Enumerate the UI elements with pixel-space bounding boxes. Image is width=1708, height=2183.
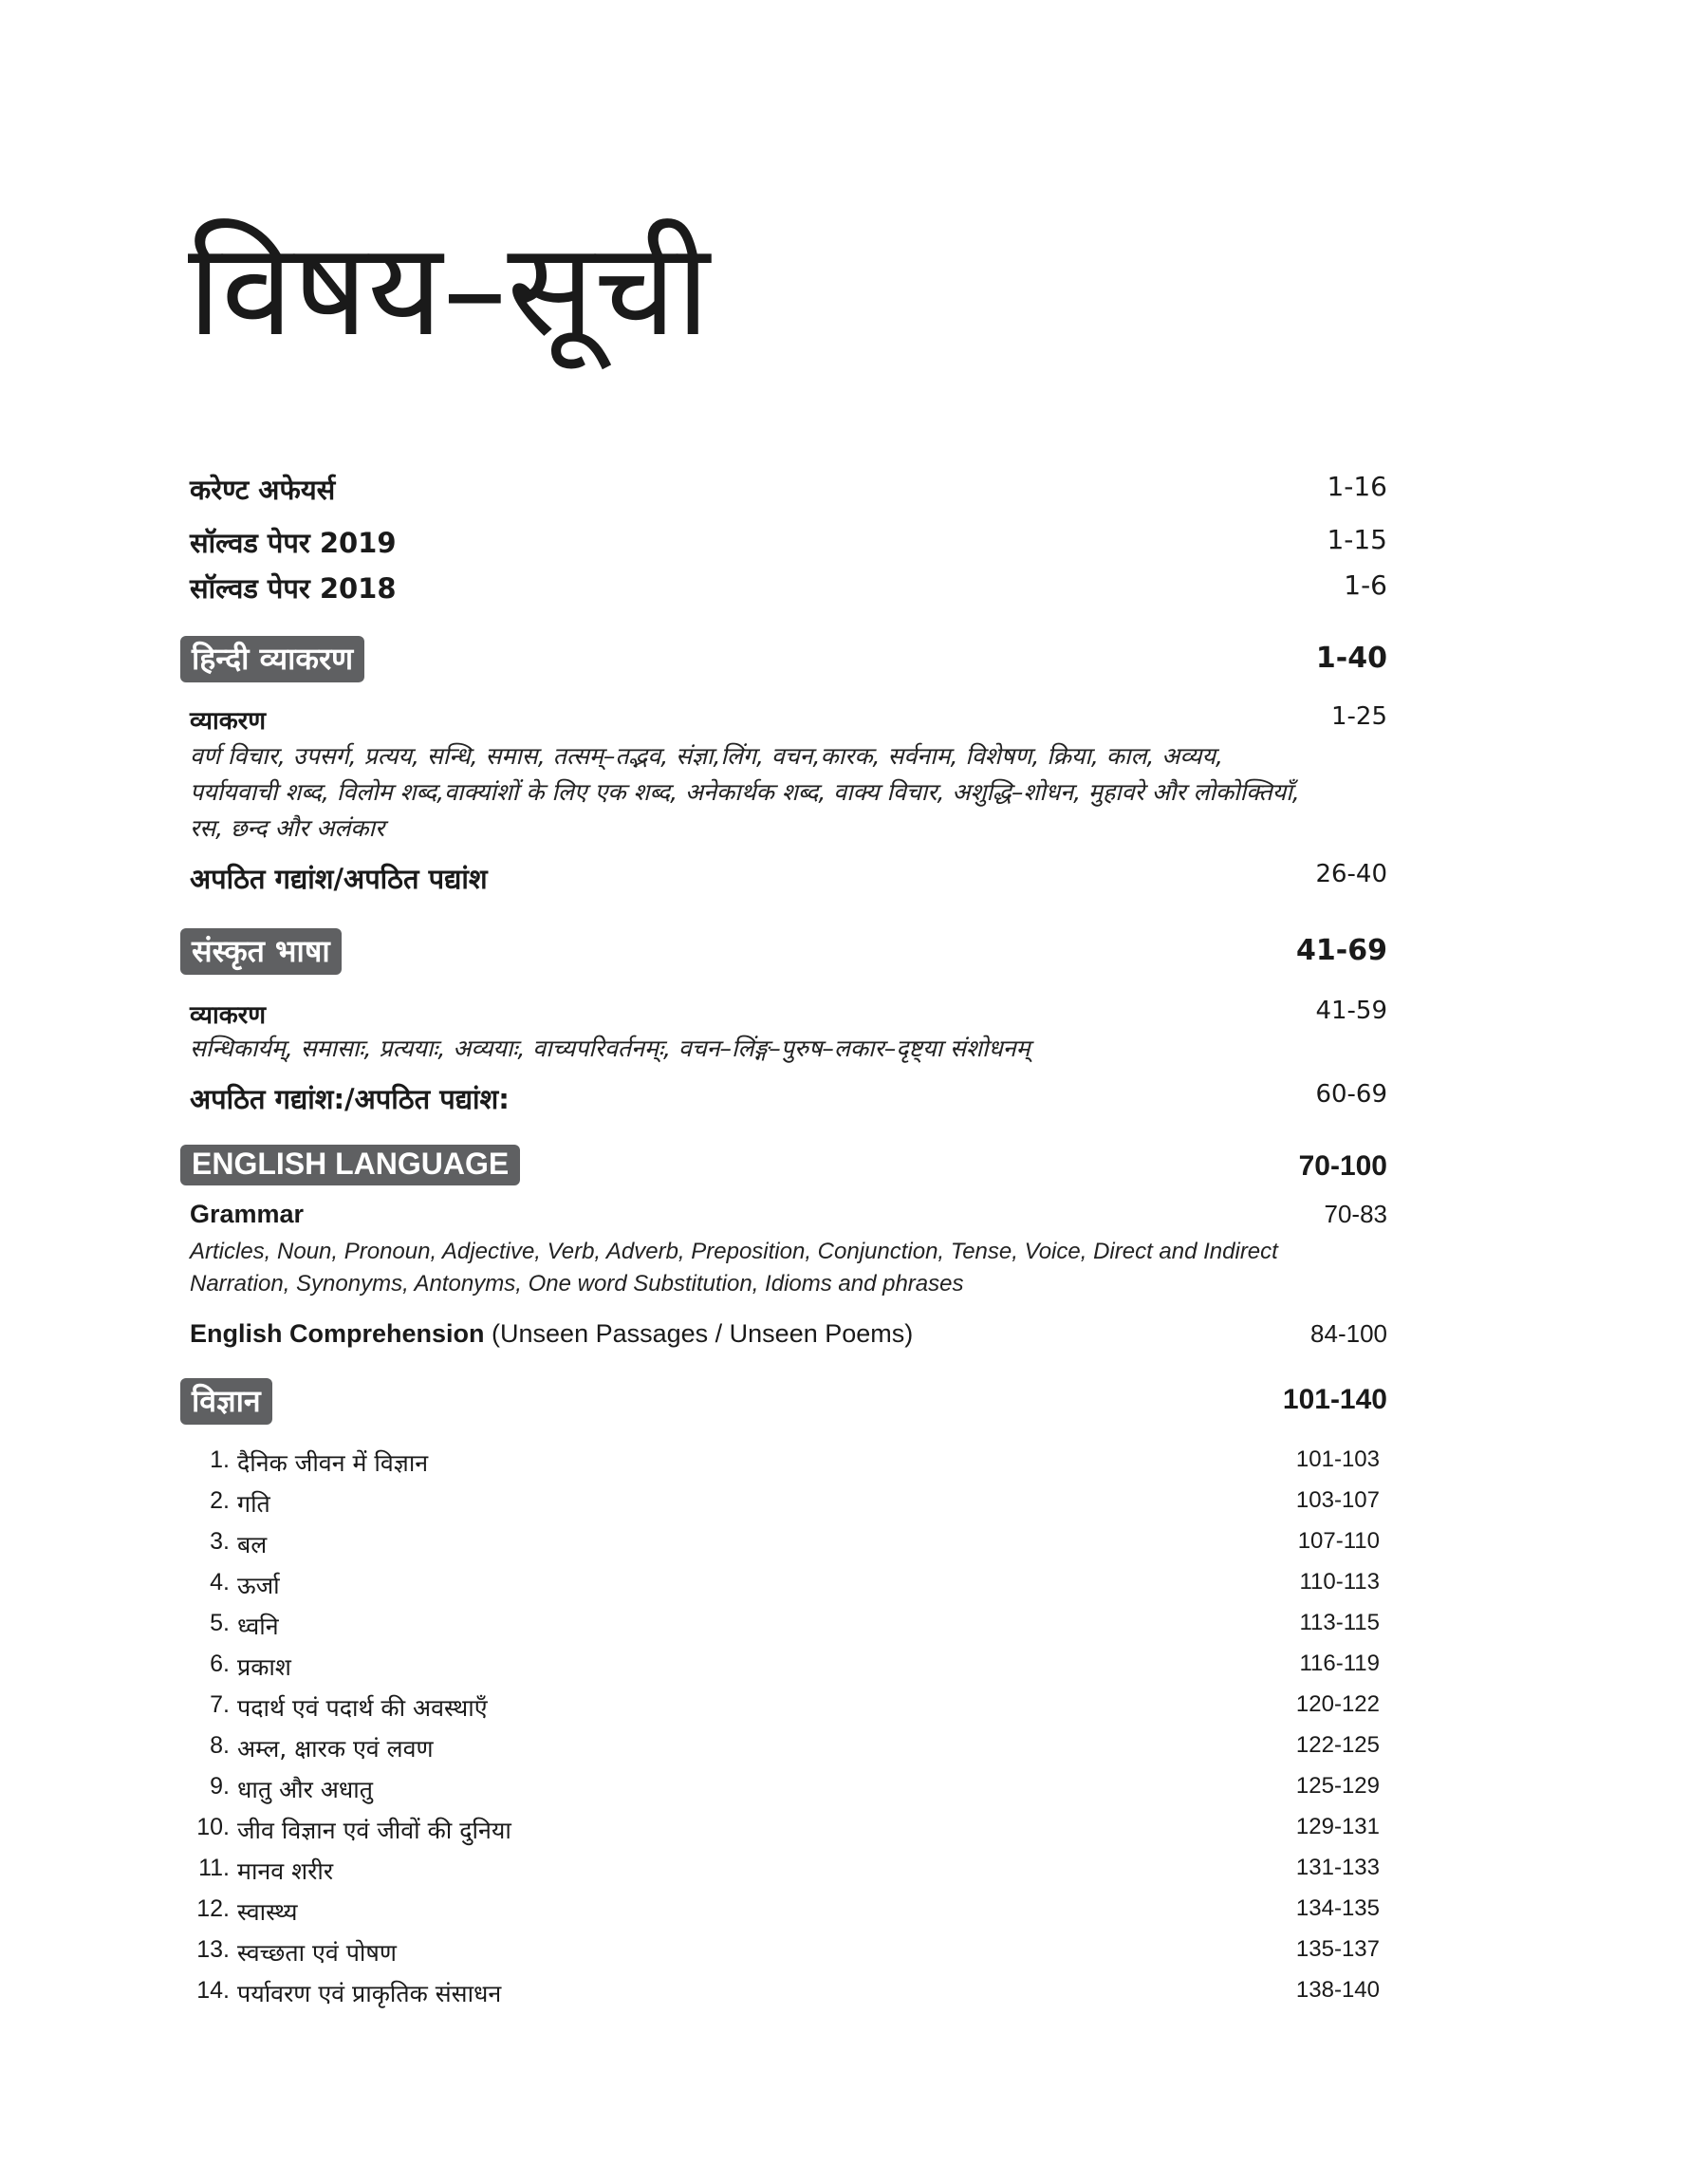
science-item[interactable] xyxy=(199,1528,1387,1566)
section-pages: 70-100 xyxy=(1298,1150,1387,1182)
item-label: धातु और अधातु xyxy=(237,1776,373,1803)
item-pages: 138-140 xyxy=(1295,1977,1380,2003)
section-heading: हिन्दी व्याकरण xyxy=(180,636,364,682)
science-item[interactable] xyxy=(196,1936,1387,1974)
item-label: प्रकाश xyxy=(237,1653,291,1681)
item-label: पदार्थ एवं पदार्थ की अवस्थाएँ xyxy=(237,1694,488,1722)
science-item[interactable] xyxy=(199,1569,1387,1607)
section-hindi-grammar[interactable] xyxy=(180,636,1387,681)
item-number: 3. xyxy=(210,1528,230,1555)
item-number: 5. xyxy=(210,1610,230,1636)
science-item[interactable] xyxy=(199,1446,1387,1484)
science-item[interactable] xyxy=(196,1977,1387,2015)
science-item[interactable] xyxy=(199,1651,1387,1689)
toc-entry-pages: 1-16 xyxy=(1327,471,1387,502)
science-item[interactable] xyxy=(199,1610,1387,1648)
item-pages: 103-107 xyxy=(1295,1487,1380,1513)
toc-entry-label: सॉल्वड पेपर 2019 xyxy=(190,527,397,559)
toc-entry-label: Grammar xyxy=(190,1200,305,1228)
item-pages: 135-137 xyxy=(1295,1936,1380,1962)
item-number: 12. xyxy=(196,1895,230,1922)
science-item[interactable] xyxy=(199,1487,1387,1525)
item-label: गति xyxy=(237,1490,270,1518)
toc-entry-description: वर्ण विचार, उपसर्ग, प्रत्यय, सन्धि, समास, तत्सम्–तद्भव, संज्ञा,लिंग, वचन,कारक, सर्वनाम, विशेषण, क्रिया, काल, अव्यय, पर्यायवाची शब्द, विलोम शब्द,वाक्यांशों के लिए एक शब्द, अनेकार्थक शब्द, वाक्य विचार, अशुद्धि–शोधन, मुहावरे और लोकोक्तियाँ, रस, छन्द और अलंकार xyxy=(190,742,1300,842)
item-number: 2. xyxy=(210,1487,230,1514)
science-item[interactable] xyxy=(199,1773,1387,1811)
section-heading: विज्ञान xyxy=(180,1378,272,1425)
toc-entry-label: व्याकरण xyxy=(190,707,267,736)
section-pages: 41-69 xyxy=(1296,934,1387,967)
item-pages: 107-110 xyxy=(1297,1528,1380,1554)
section-pages: 1-40 xyxy=(1315,642,1387,675)
item-number: 8. xyxy=(210,1732,230,1759)
item-label: मानव शरीर xyxy=(237,1857,334,1885)
item-pages: 129-131 xyxy=(1295,1814,1380,1839)
section-english-language[interactable] xyxy=(180,1145,1387,1190)
item-label: ध्वनि xyxy=(237,1613,279,1640)
toc-entry-label: सॉल्वड पेपर 2018 xyxy=(190,572,397,605)
science-item[interactable] xyxy=(196,1814,1387,1852)
toc-entry-sublabel: (Unseen Passages / Unseen Poems) xyxy=(484,1319,914,1348)
item-pages: 134-135 xyxy=(1295,1895,1380,1921)
science-item[interactable] xyxy=(199,1732,1387,1770)
section-science[interactable] xyxy=(180,1378,1387,1424)
toc-entry-label: अपठित गद्यांश/अपठित पद्यांश xyxy=(190,863,488,895)
toc-entry-label: अपठित गद्यांश:/अपठित पद्यांश: xyxy=(190,1083,510,1115)
toc-entry-pages: 70-83 xyxy=(1324,1200,1387,1228)
toc-entry-label: व्याकरण xyxy=(190,1001,267,1030)
item-label: पर्यावरण एवं प्राकृतिक संसाधन xyxy=(237,1980,502,2007)
toc-entry-label: English Comprehension xyxy=(190,1319,485,1348)
toc-entry-pages: 26-40 xyxy=(1315,860,1387,888)
section-sanskrit[interactable] xyxy=(180,928,1387,974)
item-number: 9. xyxy=(210,1773,230,1800)
toc-entry-solved-paper-2019[interactable] xyxy=(190,524,1387,566)
section-pages: 101-140 xyxy=(1282,1384,1387,1415)
toc-entry-pages: 1-25 xyxy=(1330,702,1387,731)
toc-entry-pages: 1-15 xyxy=(1327,524,1387,555)
toc-entry-pages: 84-100 xyxy=(1310,1319,1387,1348)
item-label: जीव विज्ञान एवं जीवों की दुनिया xyxy=(237,1817,511,1844)
toc-entry-pages: 41-59 xyxy=(1315,997,1387,1025)
item-pages: 101-103 xyxy=(1295,1446,1380,1472)
science-item[interactable] xyxy=(199,1855,1387,1893)
section-heading: ENGLISH LANGUAGE xyxy=(180,1145,520,1185)
item-number: 13. xyxy=(196,1936,230,1963)
toc-entry-pages: 60-69 xyxy=(1315,1080,1387,1109)
science-item[interactable] xyxy=(199,1691,1387,1729)
item-pages: 131-133 xyxy=(1295,1855,1380,1880)
item-label: ऊर्जा xyxy=(237,1572,280,1599)
toc-entry-description: Articles, Noun, Pronoun, Adjective, Verb, Adverb, Preposition, Conjunction, Tense, Voice, Direct and Indirect Narration, Synonyms, Antonyms, One word Substitution, Idioms and phrases xyxy=(190,1239,1278,1297)
item-pages: 116-119 xyxy=(1299,1651,1380,1676)
item-pages: 122-125 xyxy=(1295,1732,1380,1758)
item-label: स्वच्छता एवं पोषण xyxy=(237,1939,397,1967)
item-number: 10. xyxy=(196,1814,230,1840)
item-pages: 113-115 xyxy=(1299,1610,1380,1635)
item-number: 14. xyxy=(196,1977,230,2004)
item-label: अम्ल, क्षारक एवं लवण xyxy=(237,1735,434,1763)
item-pages: 120-122 xyxy=(1295,1691,1380,1717)
section-heading: संस्कृत भाषा xyxy=(180,928,342,975)
page-title: विषय–सूची xyxy=(188,215,710,365)
item-number: 1. xyxy=(210,1446,230,1473)
toc-entry-english-comprehension[interactable] xyxy=(190,1319,1387,1361)
toc-entry-pages: 1-6 xyxy=(1344,569,1387,601)
item-number: 7. xyxy=(210,1691,230,1718)
item-number: 11. xyxy=(198,1855,230,1881)
science-item[interactable] xyxy=(196,1895,1387,1933)
item-number: 4. xyxy=(210,1569,230,1595)
item-pages: 125-129 xyxy=(1295,1773,1380,1799)
toc-entry-description: सन्धिकार्यम्, समासाः, प्रत्ययाः, अव्ययाः, वाच्यपरिवर्तनम्ः, वचन–लिंङ्ग–पुरुष–लकार–दृष्ट्या संशोधनम् xyxy=(190,1035,1030,1062)
toc-entry-hindi-unseen[interactable] xyxy=(190,860,1387,902)
toc-entry-sanskrit-unseen[interactable] xyxy=(190,1080,1387,1122)
toc-entry-solved-paper-2018[interactable] xyxy=(190,569,1387,611)
item-label: स्वास्थ्य xyxy=(237,1898,298,1926)
item-pages: 110-113 xyxy=(1299,1569,1380,1595)
toc-entry-label: करेण्ट अफेयर्स xyxy=(190,474,336,506)
item-number: 6. xyxy=(210,1651,230,1677)
item-label: दैनिक जीवन में विज्ञान xyxy=(237,1449,429,1477)
toc-entry-current-affairs[interactable] xyxy=(190,471,1387,513)
item-label: बल xyxy=(237,1531,268,1558)
